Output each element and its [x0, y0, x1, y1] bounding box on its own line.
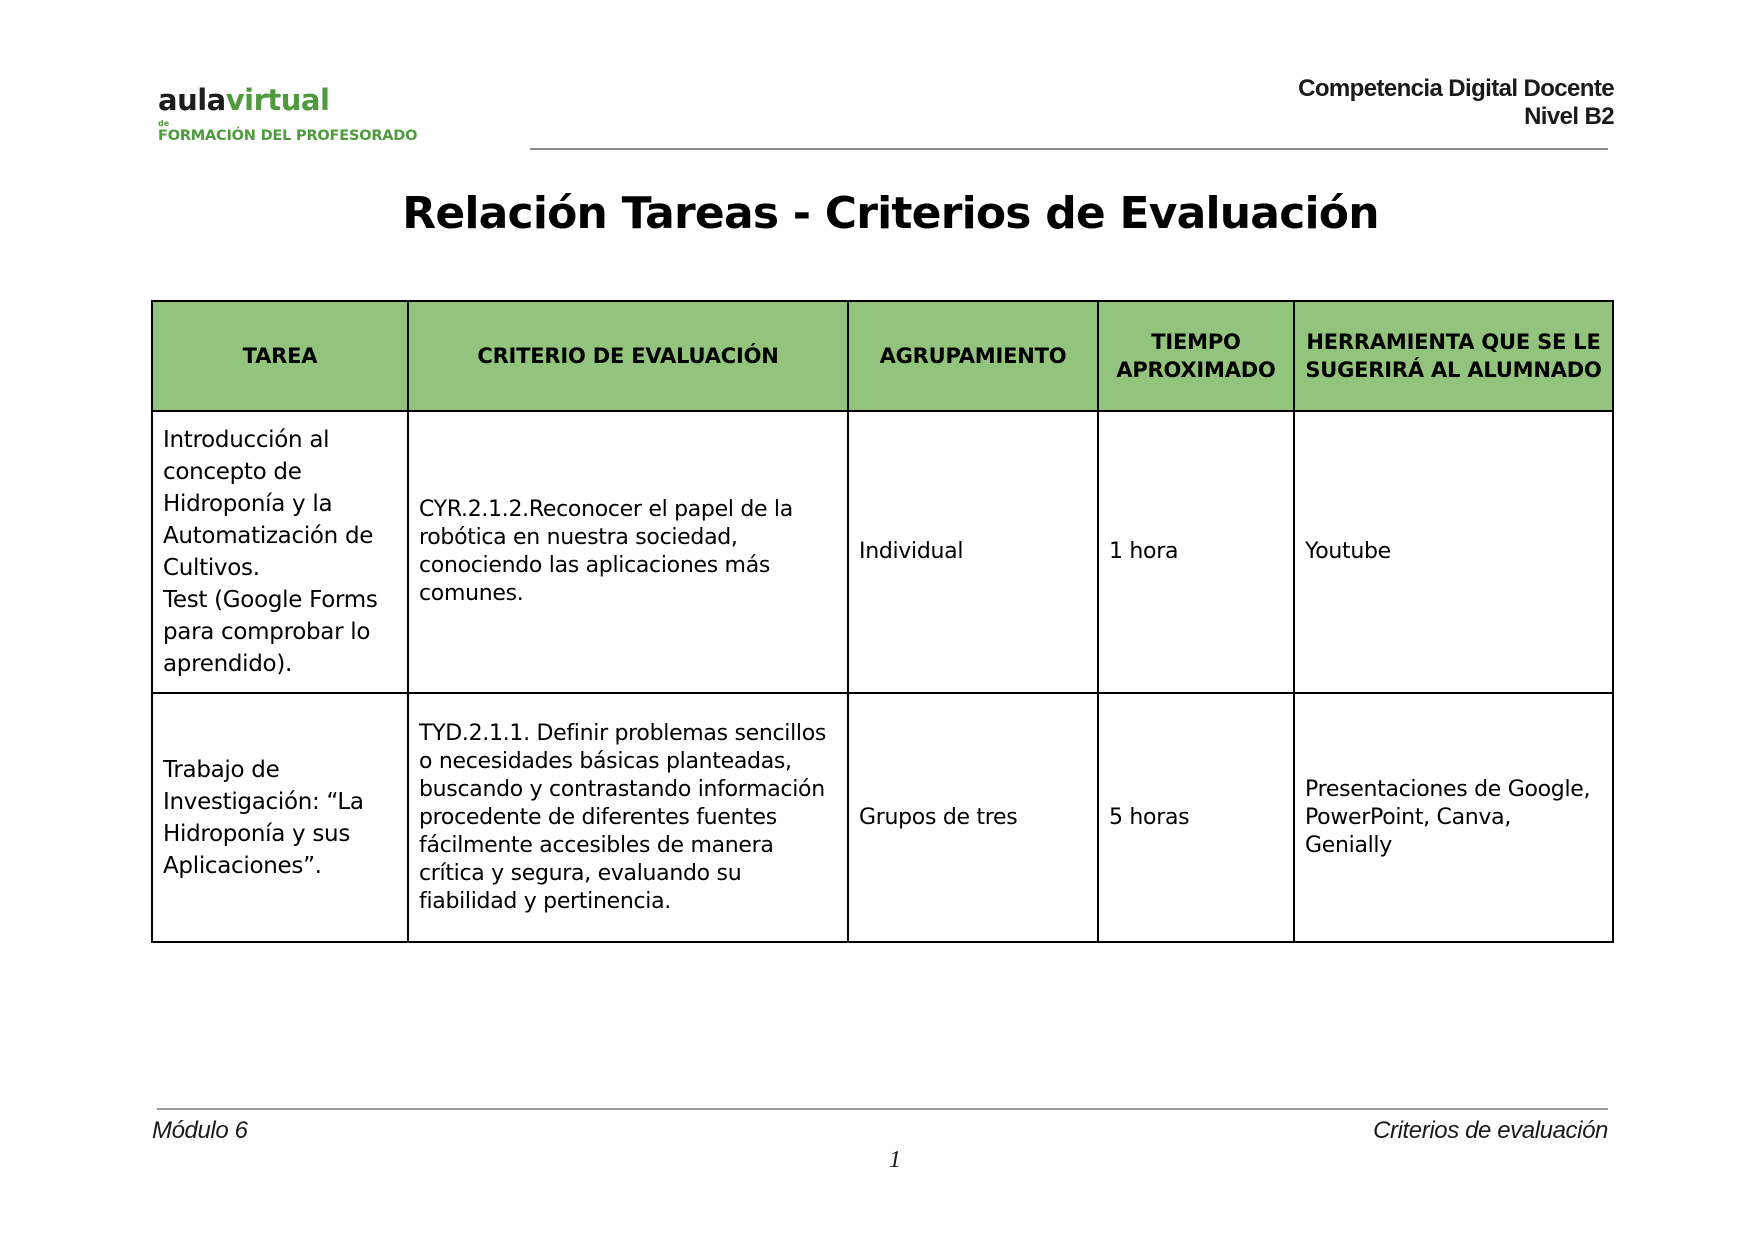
- cell-grouping: Individual: [848, 411, 1098, 693]
- header-cell-tool: HERRAMIENTA QUE SE LE SUGERIRÁ AL ALUMNADO: [1294, 301, 1613, 411]
- header-cell-grouping: AGRUPAMIENTO: [848, 301, 1098, 411]
- header-course-name: Competencia Digital Docente: [1298, 75, 1614, 102]
- header-course-info: [1298, 75, 1614, 131]
- header-divider: [530, 148, 1608, 150]
- task-text-line: Test (Google Forms para comprobar lo aprendido).: [163, 587, 378, 677]
- header-cell-criterion: CRITERIO DE EVALUACIÓN: [408, 301, 848, 411]
- tasks-criteria-table: [151, 300, 1614, 943]
- cell-tool: Presentaciones de Google, PowerPoint, Canva, Genially: [1294, 693, 1613, 942]
- cell-time: 5 horas: [1098, 693, 1294, 942]
- cell-grouping: Grupos de tres: [848, 693, 1098, 942]
- table-row: [152, 693, 1613, 942]
- header-cell-time: TIEMPO APROXIMADO: [1098, 301, 1294, 411]
- cell-task: Trabajo de Investigación: “La Hidroponía y sus Aplicaciones”.: [152, 693, 408, 942]
- page-number: 1: [889, 1147, 901, 1173]
- table-header-row: [152, 301, 1613, 411]
- page-title: Relación Tareas - Criterios de Evaluación: [402, 188, 1379, 239]
- table-row: [152, 411, 1613, 693]
- footer-divider: [157, 1108, 1608, 1110]
- logo-wordmark: [158, 83, 417, 117]
- header-course-level: Nivel B2: [1524, 103, 1614, 130]
- header-cell-task: TAREA: [152, 301, 408, 411]
- footer-module: Módulo 6: [152, 1117, 248, 1144]
- logo-word-aula: aula: [158, 83, 226, 117]
- cell-task: [152, 411, 408, 693]
- cell-tool: Youtube: [1294, 411, 1613, 693]
- footer-section: Criterios de evaluación: [1373, 1117, 1608, 1144]
- logo-subtitle: FORMACIÓN DEL PROFESORADO: [158, 128, 418, 144]
- aulavirtual-logo: [158, 83, 418, 144]
- cell-time: 1 hora: [1098, 411, 1294, 693]
- cell-criterion: TYD.2.1.1. Definir problemas sencillos o necesidades básicas planteadas, buscando y contrastando información procedente de diferentes fuentes fácilmente accesibles de manera crítica y segura, evaluando su fiabilidad y pertinencia.: [408, 693, 848, 942]
- task-text-line: Introducción al concepto de Hidroponía y la Automatización de Cultivos.: [163, 427, 374, 581]
- cell-criterion: CYR.2.1.2.Reconocer el papel de la robótica en nuestra sociedad, conociendo las aplicaciones más comunes.: [408, 411, 848, 693]
- logo-word-virtual: virtual: [225, 83, 330, 117]
- logo-de: de: [158, 119, 170, 128]
